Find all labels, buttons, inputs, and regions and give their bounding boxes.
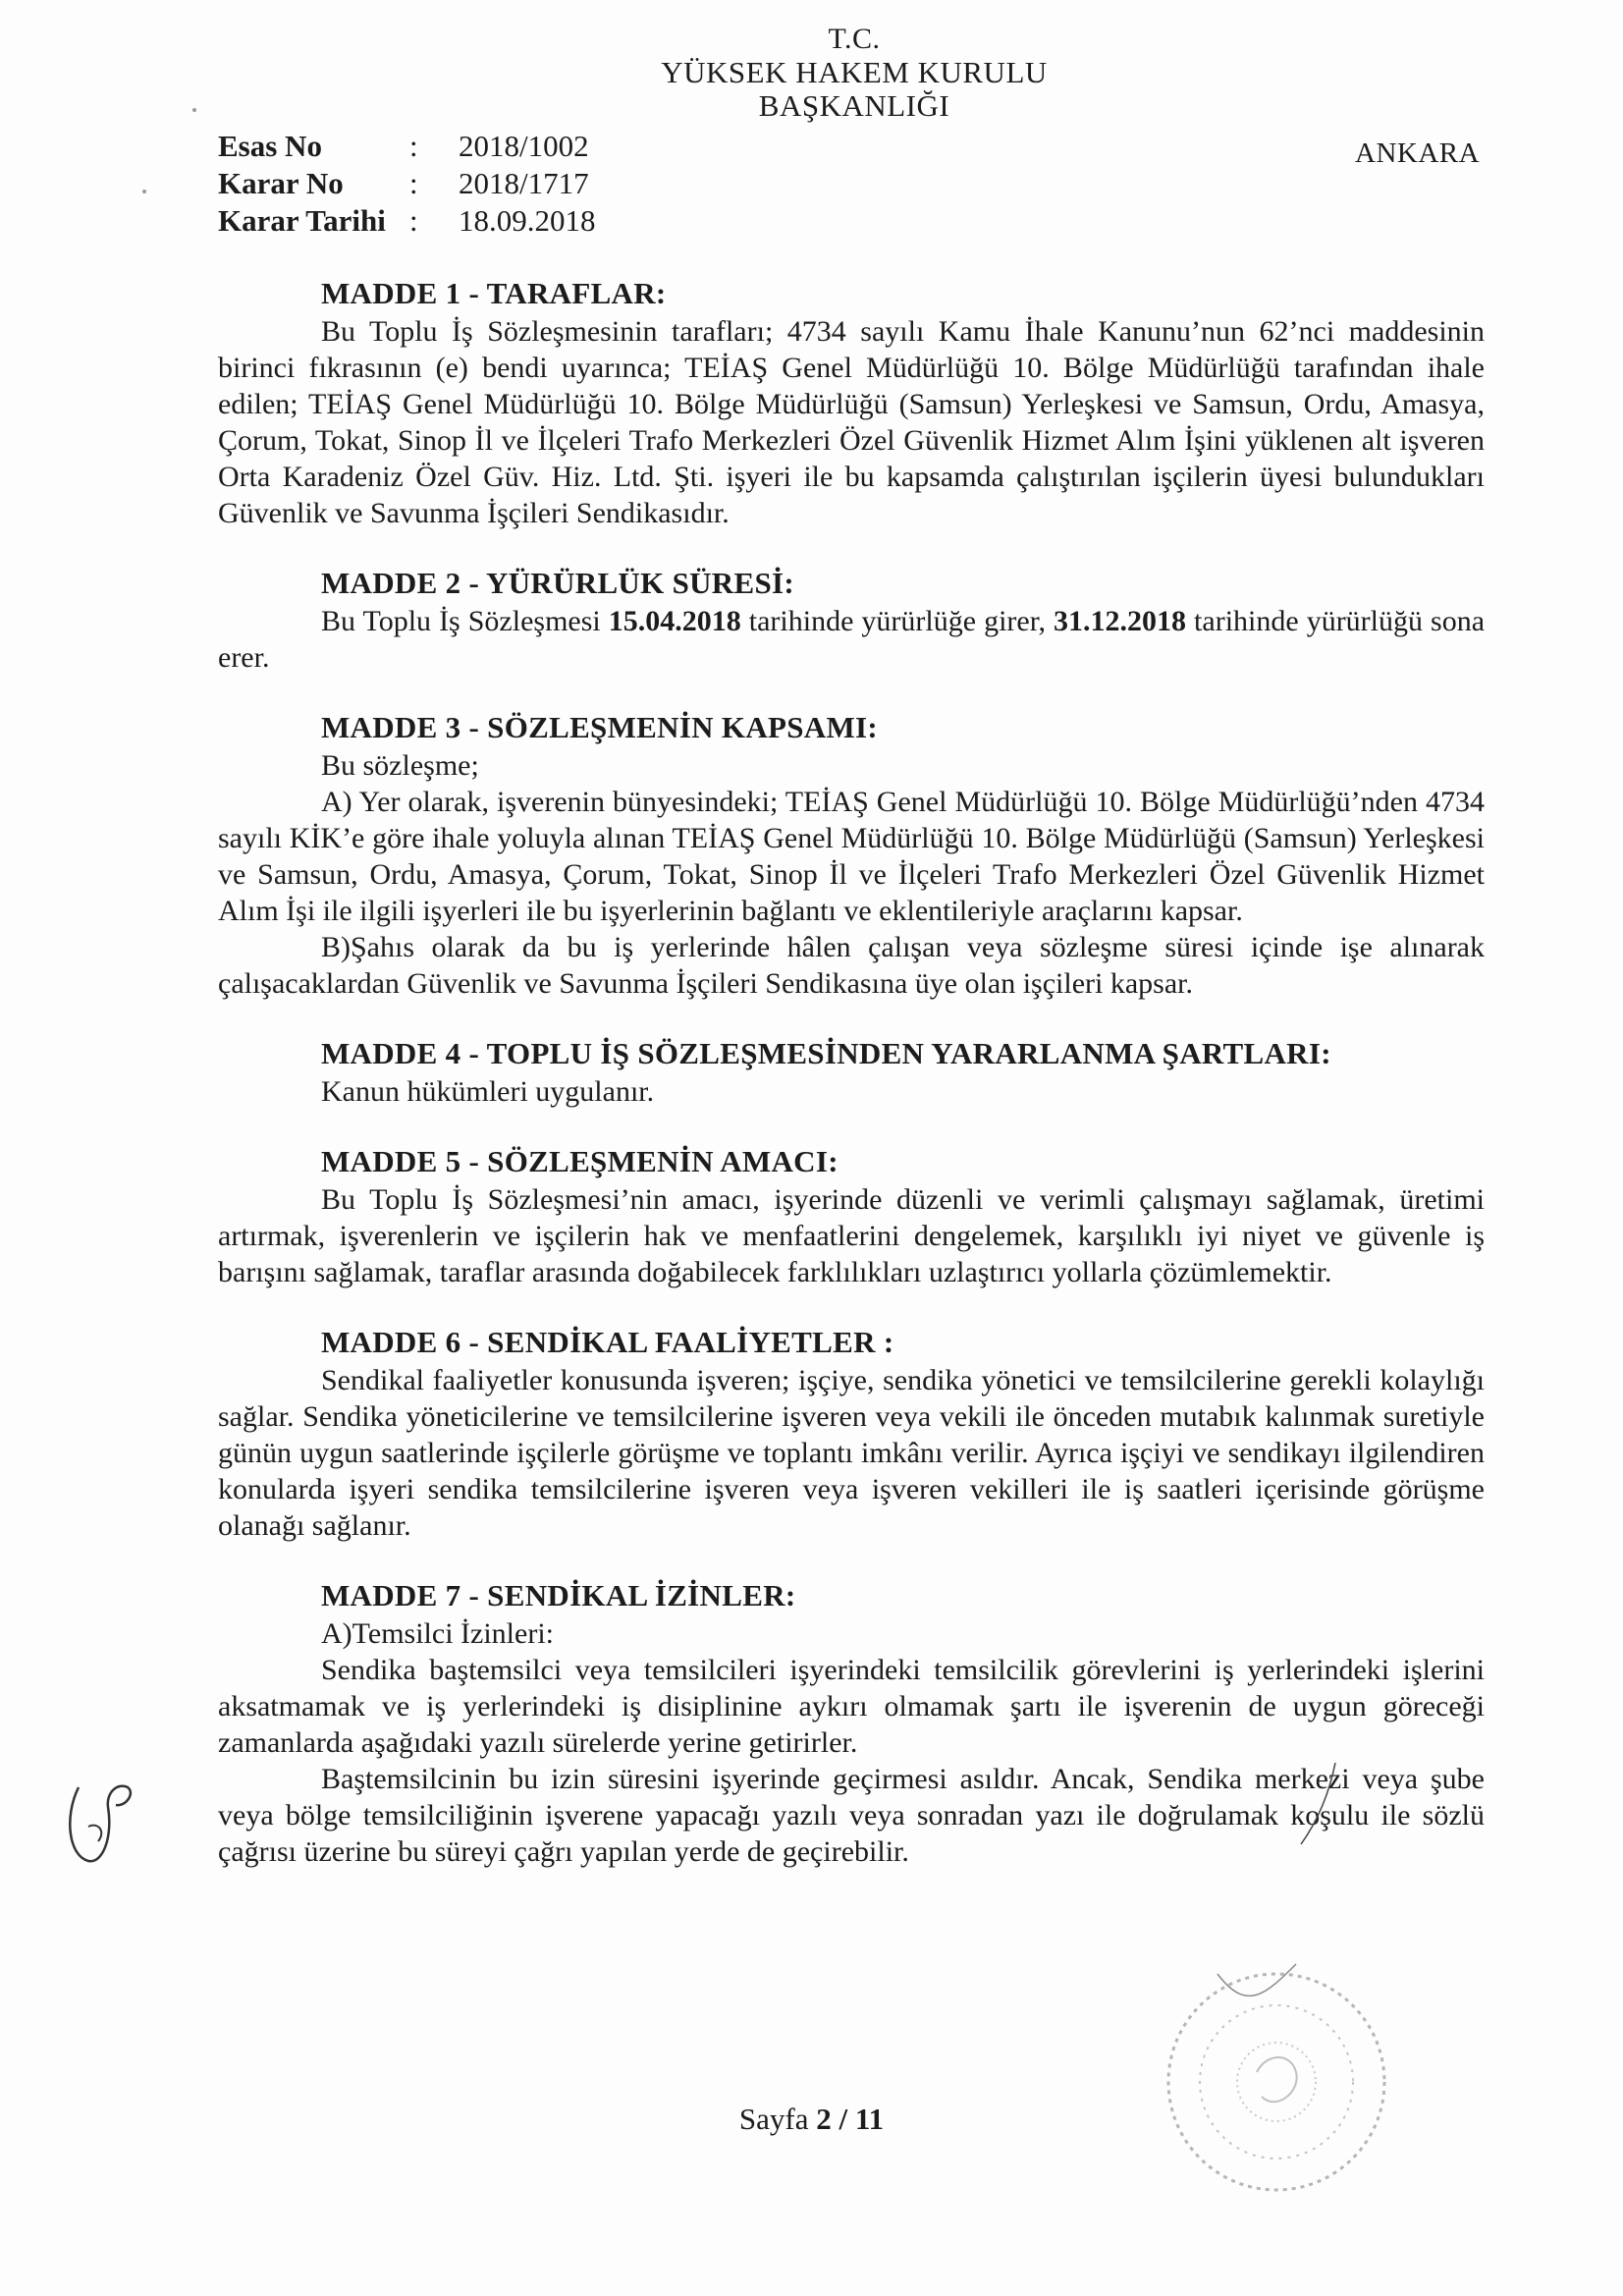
meta-value: 2018/1717 — [459, 166, 589, 200]
subheading: A)Temsilci İzinleri: — [321, 1617, 554, 1650]
pen-stroke — [1276, 1758, 1365, 1846]
meta-value: 2018/1002 — [459, 129, 589, 163]
madde-title: MADDE 1 - TARAFLAR: — [321, 276, 667, 310]
header-institution: YÜKSEK HAKEM KURULU — [661, 55, 1048, 89]
madde-3 — [218, 709, 1485, 1002]
text: tarihinde yürürlüğü sona erer. — [218, 605, 1486, 674]
margin-dot — [142, 190, 146, 193]
meta-label: Karar Tarihi — [218, 203, 386, 238]
meta-colon: : — [409, 166, 418, 200]
meta-row-karar — [218, 165, 596, 202]
meta-colon: : — [409, 203, 418, 238]
paragraph: Bu Toplu İş Sözleşmesinin tarafları; 4734 sayılı Kamu İhale Kanunu’nun 62’nci maddesinin birinci fıkrasının (e) bendi uyarınca; TEİAŞ Genel Müdürlüğü 10. Bölge Müdürlüğü tarafından ihale edilen; TEİAŞ Genel Müdürlüğü 10. Bölge Müdürlüğü (Samsun) Yerleşkesi ve Samsun, Ordu, Amasya, Çorum, Tokat, Sinop İl ve İlçeleri Trafo Merkezleri Özel Güvenlik Hizmet Alım İşini yüklenen alt işveren Orta Karadeniz Özel Güv. Hiz. Ltd. Şti. işyeri ile bu kapsamda çalıştırılan işçilerin üyesi bulundukları Güvenlik ve Savunma İşçileri Sendikasıdır. — [218, 315, 1485, 529]
meta-row-tarih — [218, 202, 596, 240]
meta-value: 18.09.2018 — [459, 203, 596, 238]
madde-1 — [218, 275, 1485, 531]
meta-label: Karar No — [218, 166, 344, 200]
end-date: 31.12.2018 — [1054, 605, 1187, 637]
madde-title: MADDE 2 - YÜRÜRLÜK SÜRESİ: — [321, 566, 795, 600]
paragraph: Baştemsilcinin bu izin süresini işyerinde geçirmesi asıldır. Ancak, Sendika merkezi veya şube veya bölge temsilciliğinin işverene yapacağı yazılı veya sonradan yazı ile doğrulamak koşulu ile sözlü çağrısı üzerine bu süreyi çağrı yapılan yerde de geçirebilir. — [218, 1763, 1485, 1868]
madde-2 — [218, 565, 1485, 676]
paragraph: B)Şahıs olarak da bu iş yerlerinde hâlen çalışan veya sözleşme süresi içinde işe alınarak çalışacaklardan Güvenlik ve Savunma İşçileri Sendikasına üye olan işçileri kapsar. — [218, 931, 1485, 1000]
signature-mark — [59, 1768, 137, 1876]
madde-title: MADDE 3 - SÖZLEŞMENİN KAPSAMI: — [321, 710, 879, 744]
start-date: 15.04.2018 — [608, 605, 741, 637]
page-prefix: Sayfa — [738, 2102, 817, 2136]
madde-title: MADDE 5 - SÖZLEŞMENİN AMACI: — [321, 1144, 839, 1178]
paragraph: Bu Toplu İş Sözleşmesi’nin amacı, işyerinde düzenli ve verimli çalışmayı sağlamak, üretimi artırmak, işverenlerin ve işçilerin hak ve menfaatlerini dengelemek, karşılıklı iyi niyet ve güvenle iş barışını sağlamak, taraflar arasında doğabilecek farklılıkları uzlaştırıcı yollarla çözümlemektir. — [218, 1183, 1485, 1288]
meta-colon: : — [409, 129, 418, 163]
header-city: ANKARA — [1355, 137, 1481, 169]
paragraph: Sendika baştemsilci veya temsilcileri işyerindeki temsilcilik görevlerini iş yerlerindeki işlerini aksatmamak ve iş yerlerindeki iş disiplinine aykırı olmamak şartı ile işverenin de uygun göreceği zamanlarda aşağıdaki yazılı sürelerde yerine getirirler. — [218, 1654, 1485, 1759]
document-body — [218, 275, 1485, 1903]
margin-dot — [192, 108, 196, 112]
madde-title: MADDE 6 - SENDİKAL FAALİYETLER : — [321, 1325, 894, 1359]
text: tarihinde yürürlüğe girer, — [740, 605, 1055, 637]
paragraph — [218, 603, 1485, 676]
text: Bu Toplu İş Sözleşmesi — [321, 605, 609, 637]
meta-label: Esas No — [218, 129, 322, 163]
header-tc: T.C. — [828, 23, 881, 55]
madde-5 — [218, 1143, 1485, 1290]
paragraph: A) Yer olarak, işverenin bünyesindeki; TEİAŞ Genel Müdürlüğü 10. Bölge Müdürlüğü’nden 4734 sayılı KİK’e göre ihale yoluyla alınan TEİAŞ Genel Müdürlüğü 10. Bölge Müdürlüğü (Samsun) Yerleşkesi ve Samsun, Ordu, Amasya, Çorum, Tokat, Sinop İl ve İlçeleri Trafo Merkezleri Özel Güvenlik Hizmet Alım İşi ile ilgili işyerleri ile bu işyerlerinin bağlantı ve eklentileriyle araçlarını kapsar. — [218, 786, 1485, 927]
madde-6 — [218, 1324, 1485, 1544]
page-number: 2 / 11 — [816, 2102, 885, 2136]
official-stamp — [1149, 1954, 1404, 2210]
madde-4 — [218, 1035, 1485, 1110]
madde-title: MADDE 7 - SENDİKAL İZİNLER: — [321, 1578, 796, 1613]
paragraph: Bu sözleşme; — [321, 749, 479, 782]
case-meta — [218, 128, 596, 240]
madde-title: MADDE 4 - TOPLU İŞ SÖZLEŞMESİNDEN YARARLANMA ŞARTLARI: — [321, 1036, 1331, 1070]
paragraph: Kanun hükümleri uygulanır. — [321, 1075, 655, 1108]
paragraph: Sendikal faaliyetler konusunda işveren; işçiye, sendika yönetici ve temsilcilerine gerekli kolaylığı sağlar. Sendika yöneticilerine ve temsilcilerine işveren veya vekili ile önceden mutabık kalınmak suretiyle günün uygun saatlerinde işçilerle görüşme ve toplantı imkânı verilir. Ayrıca işçiyi ve sendikayı ilgilendiren konularda işyeri sendika temsilcilerine işveren veya işveren vekilleri ile iş saatleri içerisinde görüşme olanağı sağlanır. — [218, 1364, 1485, 1542]
header-presidency: BAŞKANLIĞI — [758, 88, 950, 123]
meta-row-esas — [218, 128, 596, 165]
